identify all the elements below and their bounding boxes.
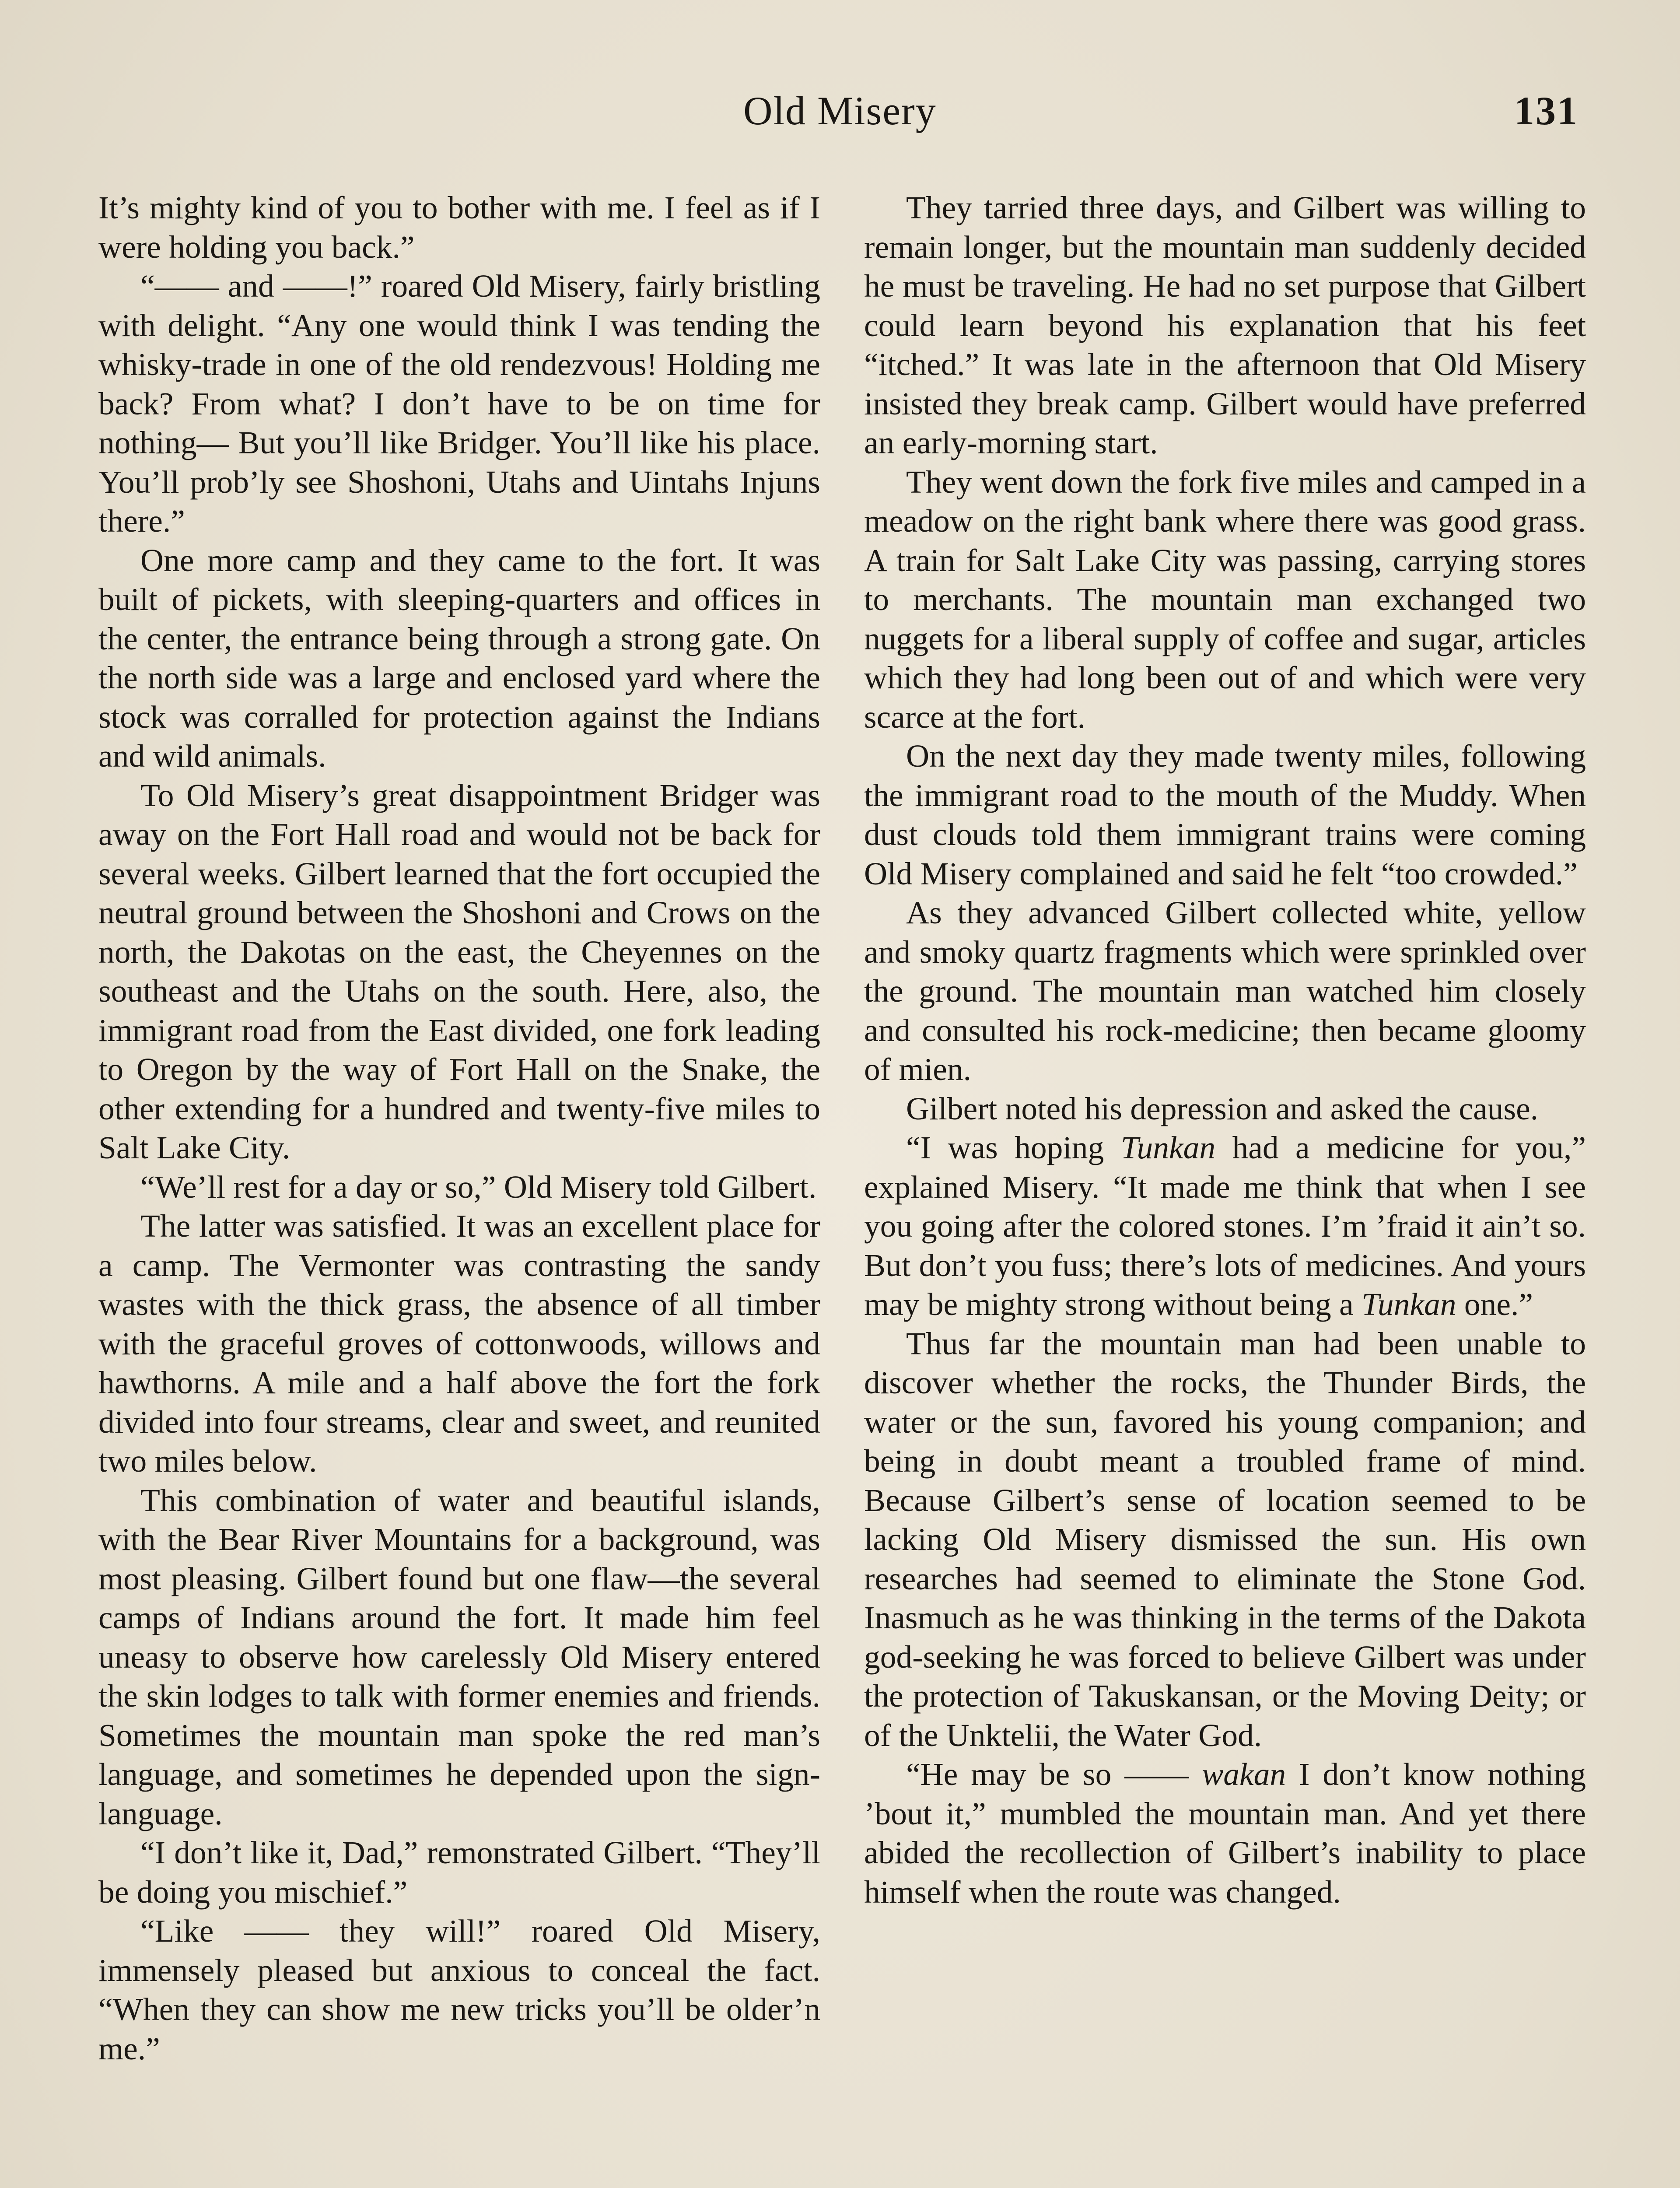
paragraph: Thus far the mountain man had been unable to discover whether the rocks, the Thunder Birds, the water or the sun, favored his young companion; and being in doubt meant a troubled frame of mind. Because Gilbert’s sense of location seemed to be lacking Old Misery dismissed the sun. His own researches had seemed to eliminate the Stone God. Inasmuch as he was thinking in the terms of the Dakota god-seeking he was forced to believe Gilbert was under the protection of Takuskansan, or the Moving Deity; or of the Unktelii, the Water God. xyxy=(864,1325,1586,1753)
text-run: “I was hoping xyxy=(906,1130,1121,1165)
text-run: I don’t know nothing ’bout it,” mumbled the mountain man. And yet there abided the recollection of Gilbert’s inability to place himself when the route was changed. xyxy=(864,1757,1586,1910)
page-title: Old Misery xyxy=(743,88,937,133)
paragraph: To Old Misery’s great disappointment Bridger was away on the Fort Hall road and would not be back for several weeks. Gilbert learned that the fort occupied the neutral ground between the Shoshoni and Crows on the north, the Dakotas on the east, the Cheyennes on the southeast and the Utahs on the south. Here, also, the immigrant road from the East divided, one fork leading to Oregon by the way of Fort Hall on the Snake, the other extending for a hundred and twenty-five miles to Salt Lake City. xyxy=(98,777,820,1165)
page-number: 131 xyxy=(1514,88,1578,133)
paragraph: One more camp and they came to the fort. It was built of pickets, with sleeping-quarters and offices in the center, the entrance being through a strong gate. On the north side was a large and enclosed yard where the stock was corralled for protection against the Indians and wild animals. xyxy=(98,542,820,774)
paragraph: “Like —— they will!” roared Old Misery, immensely pleased but anxious to conceal the fact. “When they can show me new tricks you’ll be older’n me.” xyxy=(98,1913,820,2066)
paragraph xyxy=(864,1128,1586,1324)
paragraph: “I don’t like it, Dad,” remonstrated Gilbert. “They’ll be doing you mischief.” xyxy=(98,1835,820,1910)
text-run: “He may be so —— xyxy=(906,1757,1202,1792)
running-head xyxy=(0,88,1680,140)
text-run: one.” xyxy=(1456,1287,1533,1322)
paragraph: As they advanced Gilbert collected white, yellow and smoky quartz fragments which were sprinkled over the ground. The mountain man watched him closely and consulted his rock-medicine; then became gloomy of mien. xyxy=(864,895,1586,1087)
left-column xyxy=(98,188,820,2068)
paragraph: The latter was satisfied. It was an excellent place for a camp. The Vermonter was contrasting the sandy wastes with the thick grass, the absence of all timber with the graceful groves of cottonwoods, willows and hawthorns. A mile and a half above the fort the fork divided into four streams, clear and sweet, and reunited two miles below. xyxy=(98,1208,820,1479)
paragraph: They went down the fork five miles and camped in a meadow on the right bank where there was good grass. A train for Salt Lake City was passing, carrying stores to merchants. The mountain man exchanged two nuggets for a liberal supply of coffee and sugar, articles which they had long been out of and which were very scarce at the fort. xyxy=(864,464,1586,735)
paragraph: This combination of water and beautiful islands, with the Bear River Mountains for a background, was most pleasing. Gilbert found but one flaw—the several camps of Indians around the fort. It made him feel uneasy to observe how carelessly Old Misery entered the skin lodges to talk with former enemies and friends. Sometimes the mountain man spoke the red man’s language, and sometimes he depended upon the sign-language. xyxy=(98,1482,820,1831)
paragraph: On the next day they made twenty miles, following the immigrant road to the mouth of the Muddy. When dust clouds told them immigrant trains were coming Old Misery complained and said he felt “too crowded.” xyxy=(864,738,1586,891)
paragraph: “—— and ——!” roared Old Misery, fairly bristling with delight. “Any one would think I was tending the whisky-trade in one of the old rendezvous! Holding me back? From what? I don’t have to be on time for nothing— But you’ll like Bridger. You’ll like his place. You’ll prob’ly see Shoshoni, Utahs and Uintahs Injuns there.” xyxy=(98,268,820,539)
text-run: had a medicine for you,” explained Misery. “It made me think that when I see you going after the colored stones. I’m ’fraid it ain’t so. But don’t you fuss; there’s lots of medicines. And yours may be mighty strong without being a xyxy=(864,1130,1586,1322)
italic-term: Tunkan xyxy=(1120,1130,1216,1165)
paragraph: It’s mighty kind of you to bother with me. I feel as if I were holding you back.” xyxy=(98,190,820,265)
right-column xyxy=(864,188,1586,1911)
italic-term: wakan xyxy=(1202,1757,1286,1792)
paragraph: “We’ll rest for a day or so,” Old Misery told Gilbert. xyxy=(140,1169,817,1205)
paragraph xyxy=(864,1755,1586,1911)
paragraph: They tarried three days, and Gilbert was willing to remain longer, but the mountain man suddenly decided he must be traveling. He had no set purpose that Gilbert could learn beyond his explanation that his feet “itched.” It was late in the afternoon that Old Misery insisted they break camp. Gilbert would have preferred an early-morning start. xyxy=(864,190,1586,460)
paragraph: Gilbert noted his depression and asked the cause. xyxy=(906,1090,1539,1126)
italic-term: Tunkan xyxy=(1362,1287,1456,1322)
